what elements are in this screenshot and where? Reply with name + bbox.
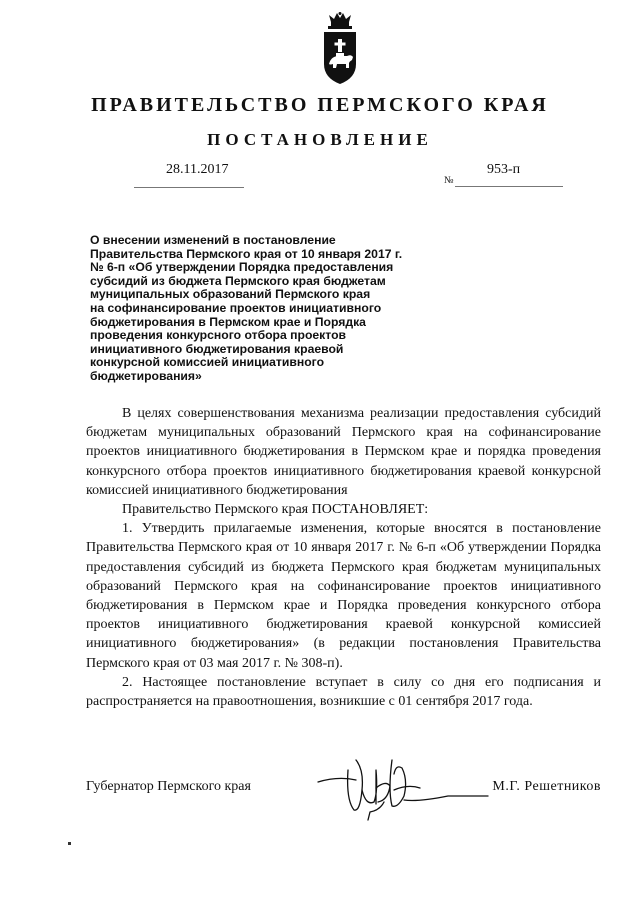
preamble-paragraph: В целях совершенствования механизма реализации предоставления субсидий бюджетам муниципальных образований Пермского края на софинансирование проектов инициативного бюджетирования в Пермском крае и порядка проведения конкурсного отбора проектов инициативного бюджетирования краевой конкурсной комиссией инициативного бюджетирования (86, 406, 601, 498)
subject-line: инициативного бюджетирования краевой (90, 341, 344, 356)
document-body (86, 404, 601, 711)
subject-line: № 6-п «Об утверждении Порядка предоставления (90, 260, 394, 275)
document-subject (90, 234, 470, 384)
subject-line: конкурсной комиссией инициативного (90, 355, 325, 370)
signer-position: Губернатор Пермского края (86, 779, 251, 794)
subject-line: бюджетирования» (90, 368, 202, 383)
subject-line: проведения конкурсного отбора проектов (90, 328, 347, 343)
subject-line: Правительства Пермского края от 10 января 2017 г. (90, 246, 403, 261)
document-date: 28.11.2017 (166, 162, 229, 177)
subject-line: О внесении изменений в постановление (90, 233, 336, 247)
signature-block (86, 779, 601, 803)
number-underline (455, 186, 563, 187)
organization-title: ПРАВИТЕЛЬСТВО ПЕРМСКОГО КРАЯ (91, 94, 549, 116)
resolution-paragraph: Правительство Пермского края ПОСТАНОВЛЯЕТ: (122, 502, 429, 518)
subject-line: субсидий из бюджета Пермского края бюджетам (90, 273, 386, 288)
document-type: ПОСТАНОВЛЕНИЕ (207, 130, 433, 149)
signer-name: М.Г. Решетников (492, 779, 601, 794)
clause-2-paragraph: 2. Настоящее постановление вступает в силу со дня его подписания и распространяется на правоотношения, возникшие с 01 сентября 2017 года. (86, 674, 601, 710)
scan-dot (68, 842, 71, 845)
subject-line: муниципальных образований Пермского края (90, 287, 371, 302)
number-sign: № (444, 175, 454, 186)
date-underline (134, 187, 244, 188)
document-number: 953-п (487, 162, 521, 177)
subject-line: бюджетирования в Пермском крае и Порядка (90, 314, 366, 329)
coat-of-arms-icon (318, 12, 362, 86)
clause-1-paragraph: 1. Утвердить прилагаемые изменения, которые вносятся в постановление Правительства Пермского края от 10 января 2017 г. № 6-п «Об утверждении Порядка предоставления субсидий из бюджета Пермского края бюджетам муниципальных образований Пермского края на софинансирование проектов инициативного бюджетирования в Пермском крае и Порядка проведения конкурсного отбора проектов инициативного бюджетирования краевой конкурсной комиссией инициативного бюджетирования» (в редакции постановления Правительства Пермского края от 03 мая 2017 г. № 308-п). (86, 521, 601, 671)
subject-line: на софинансирование проектов инициативного (90, 300, 382, 315)
